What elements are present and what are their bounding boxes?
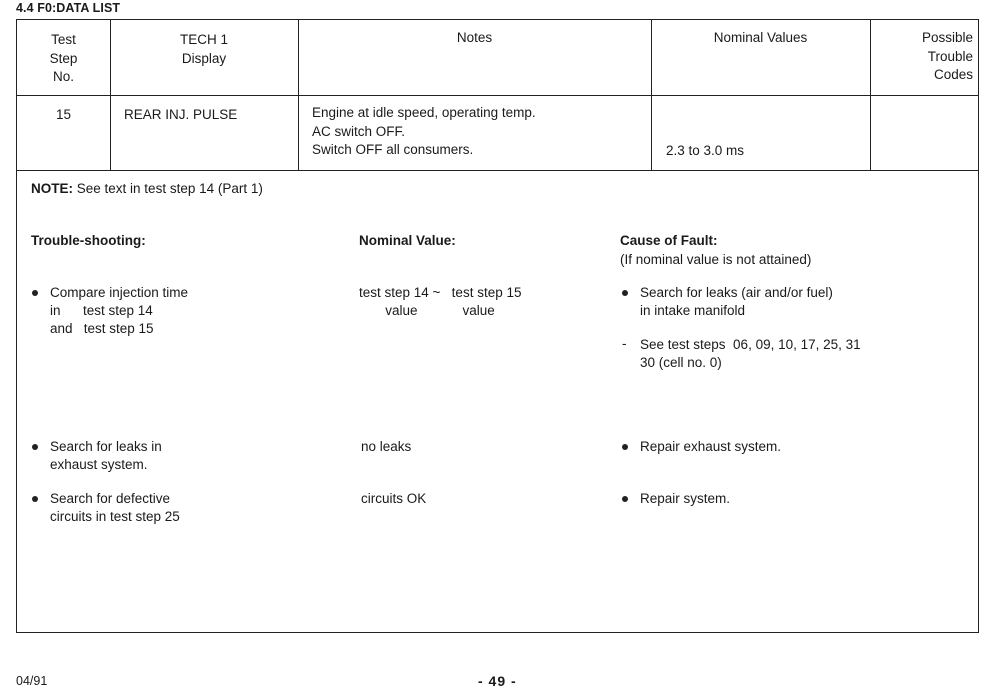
bullet-icon	[622, 290, 628, 296]
note-label: NOTE:	[31, 181, 73, 196]
footer-date: 04/91	[16, 674, 48, 688]
troubleshooting-heading: Trouble-shooting:	[31, 233, 146, 248]
row-nominal-value: 2.3 to 3.0 ms	[666, 143, 745, 158]
bullet-icon	[622, 444, 628, 450]
cause-item: Repair system.	[640, 491, 731, 506]
dash-icon: -	[622, 336, 627, 351]
nominal-value-item: no leaks	[361, 439, 412, 454]
troubleshooting-item: Search for defective circuits in test step 25	[50, 491, 180, 524]
note	[31, 180, 263, 199]
bullet-icon	[32, 444, 38, 450]
cause-item: Repair exhaust system.	[640, 439, 782, 454]
row-notes: Engine at idle speed, operating temp. AC switch OFF. Switch OFF all consumers.	[312, 105, 536, 157]
data-list-table	[16, 19, 979, 633]
header-tech1-display: TECH 1 Display	[179, 32, 228, 66]
page-number: - 49 -	[478, 673, 517, 689]
nominal-value-heading: Nominal Value:	[359, 233, 456, 248]
header-notes: Notes	[456, 30, 493, 45]
cause-item: See test steps 06, 09, 10, 17, 25, 31 30 (cell no. 0)	[640, 337, 861, 370]
row-divider	[17, 170, 978, 171]
header-test-step: Test Step No.	[49, 32, 78, 84]
cause-heading: Cause of Fault: (If nominal value is not attained)	[620, 233, 812, 267]
bullet-icon	[32, 496, 38, 502]
header-divider	[17, 95, 978, 96]
troubleshooting-item: Search for leaks in exhaust system.	[50, 439, 162, 472]
row-step-number: 15	[55, 107, 72, 122]
cause-item: Search for leaks (air and/or fuel) in intake manifold	[640, 285, 833, 318]
bullet-icon	[32, 290, 38, 296]
section-title: 4.4 F0:DATA LIST	[16, 1, 121, 15]
header-trouble-codes: Possible Trouble Codes	[921, 30, 973, 82]
troubleshooting-item: Compare injection time in test step 14 and test step 15	[50, 285, 189, 336]
nominal-value-item: test step 14 ~ test step 15 value value	[359, 285, 522, 318]
nominal-value-item: circuits OK	[361, 491, 427, 506]
bullet-icon	[622, 496, 628, 502]
row-tech1-display: REAR INJ. PULSE	[124, 107, 238, 122]
header-nominal-values: Nominal Values	[713, 30, 808, 45]
note-text: See text in test step 14 (Part 1)	[76, 181, 263, 196]
